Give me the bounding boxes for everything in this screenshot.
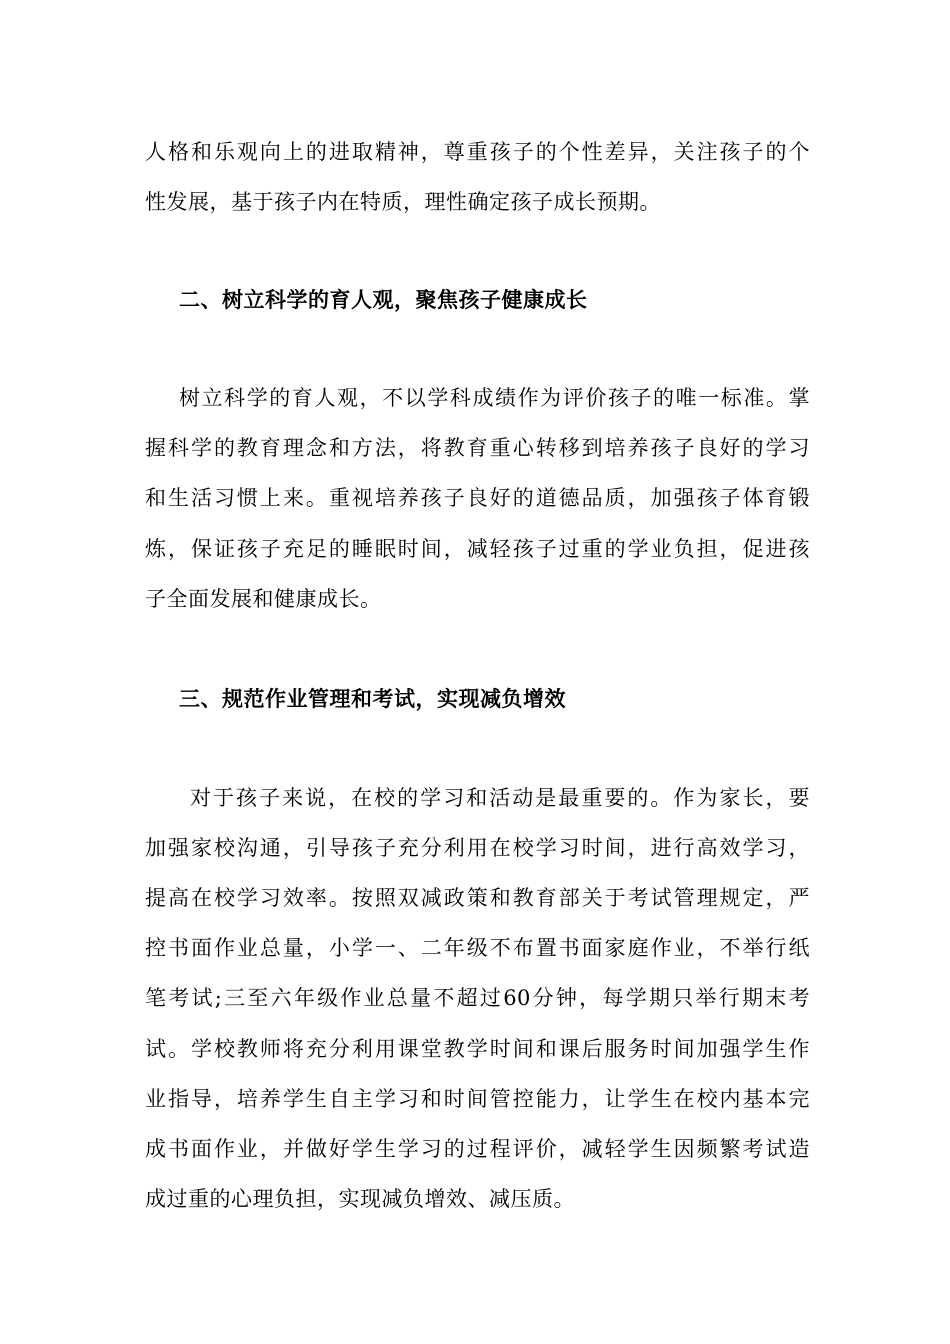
paragraph-line: 和生活习惯上来。重视培养孩子良好的道德品质，加强孩子体育锻 xyxy=(145,486,810,510)
section-heading: 三、规范作业管理和考试，实现减负增效 xyxy=(179,686,566,711)
paragraph-line: 子全面发展和健康成长。 xyxy=(145,587,382,611)
paragraph-line: 对于孩子来说，在校的学习和活动是最重要的。作为家长，要 xyxy=(190,786,810,810)
paragraph-line: 提高在校学习效率。按照双减政策和教育部关于考试管理规定，严 xyxy=(145,886,810,910)
paragraph-line: 成书面作业，并做好学生学习的过程评价，减轻学生因频繁考试造 xyxy=(145,1137,810,1161)
paragraph-line: 握科学的教育理念和方法，将教育重心转移到培养孩子良好的学习 xyxy=(145,436,810,460)
paragraph-line: 业指导，培养学生自主学习和时间管控能力，让学生在校内基本完 xyxy=(145,1087,810,1111)
paragraph-line: 试。学校教师将充分利用课堂教学时间和课后服务时间加强学生作 xyxy=(145,1037,810,1061)
section-heading: 二、树立科学的育人观，聚焦孩子健康成长 xyxy=(179,287,588,312)
paragraph-line: 加强家校沟通，引导孩子充分利用在校学习时间，进行高效学习， xyxy=(145,836,810,860)
paragraph-line: 树立科学的育人观，不以学科成绩作为评价孩子的唯一标准。掌 xyxy=(179,386,810,410)
paragraph-line: 成过重的心理负担，实现减负增效、减压质。 xyxy=(145,1187,575,1211)
paragraph-line: 性发展，基于孩子内在特质，理性确定孩子成长预期。 xyxy=(145,190,661,214)
paragraph-line: 炼，保证孩子充足的睡眠时间，减轻孩子过重的学业负担，促进孩 xyxy=(145,537,810,561)
paragraph-line: 笔考试;三至六年级作业总量不超过60分钟，每学期只举行期末考 xyxy=(145,986,810,1010)
paragraph-line: 控书面作业总量，小学一、二年级不布置书面家庭作业，不举行纸 xyxy=(145,936,810,960)
paragraph-line: 人格和乐观向上的进取精神，尊重孩子的个性差异，关注孩子的个 xyxy=(145,140,810,164)
